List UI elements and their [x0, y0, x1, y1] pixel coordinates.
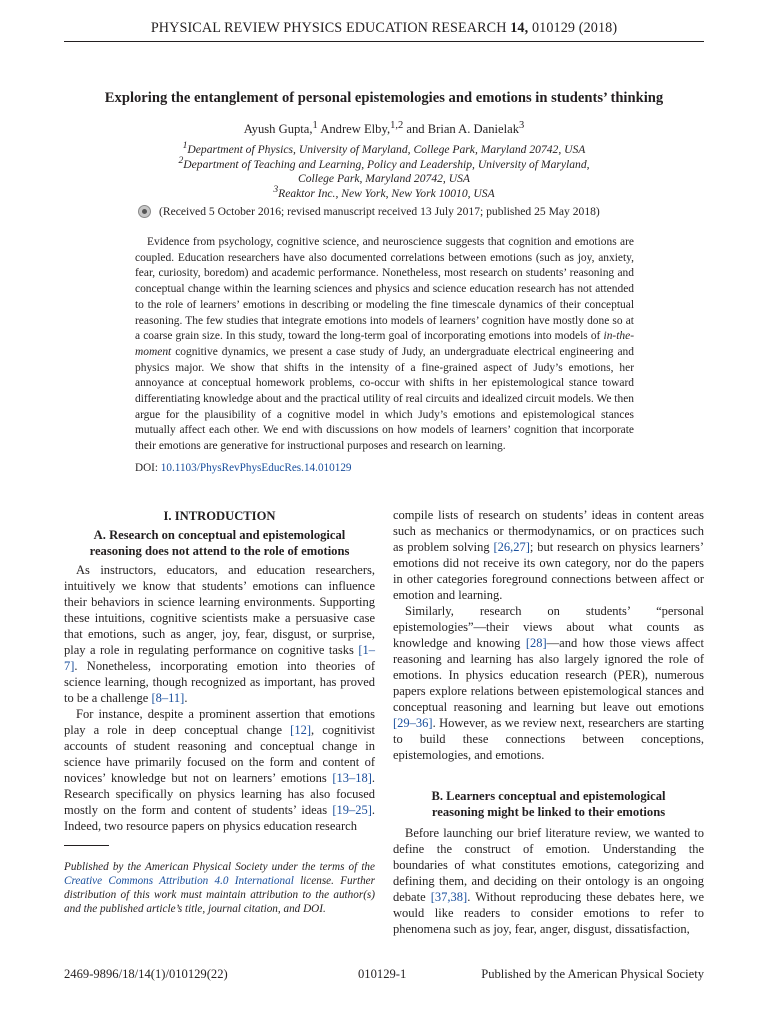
citation-link[interactable]: [13–18]	[332, 770, 372, 785]
paragraph-text: . Research specifically on physics learning has also focused mostly on the form and content of students’ ideas	[64, 770, 376, 817]
citation-link[interactable]: [19–25]	[332, 802, 372, 817]
affil-sup: 1	[182, 140, 188, 151]
affil-sup: 2	[178, 155, 184, 166]
journal-volume: 14,	[510, 20, 529, 36]
subsection-heading-b	[393, 788, 704, 820]
affil-text: Department of Physics, University of Maryland, College Park, Maryland 20742, USA	[187, 142, 586, 156]
doi-line	[135, 462, 352, 474]
journal-header	[64, 20, 704, 37]
abstract-text: Evidence from psychology, cognitive science, and neuroscience suggests that cognition and emotions are coupled. Education researchers have also documented correlations between emotions (such as joy, anxiety, fear, curiosity, boredom) and academic performance. Nonetheless, most research on students’ reasoning and conceptual change within the learning sciences and physics and science education research has not attended to the role of learners’ emotions in describing or modeling the fine timescale dynamics of their conceptual reasoning. The few studies that integrate emotions into models of learners’ cognition have mostly done so at a coarse grain size. In this study, toward the long-term goal of incorporating emotions into models of	[135, 236, 634, 343]
abstract-text-cont: cognitive dynamics, we present a case study of Judy, an undergraduate electrical engineering and physics major. We show that shifts in the intensity of a fine-grained aspect of Judy’s emotions, her annoyance at conceptual homework problems, co-occur with shifts in her epistemological stance toward differentiating knowledge about and the practical utility of real circuits and idealized circuit models. We then argue for the plausibility of a cognitive model in which Judy’s emotions and epistemological stances mutually affect each other. We end with discussions on how models of learners’ cognition that incorporate their emotions are generative for instructional purposes and research on learning.	[135, 345, 634, 453]
received-dates	[138, 205, 600, 218]
affil-text: Reaktor Inc., New York, New York 10010, USA	[278, 186, 495, 200]
paragraph-text: —and how those views affect reasoning and learning has also largely ignored the role of emotions. In physics education research (PER), numerous papers explore relations between epistemological stances and conceptual reasoning and learning but leave out emotions	[393, 635, 705, 714]
paragraph-text: Similarly, research on students’ “personal epistemologies”—their views about what counts as knowledge and knowing	[393, 603, 704, 650]
doi-label: DOI:	[135, 462, 158, 474]
citation-link[interactable]: [12]	[290, 722, 311, 737]
paragraph	[393, 826, 704, 938]
footnote-text: Published by the American Physical Society under the terms of the	[64, 861, 375, 873]
citation-link[interactable]: [28]	[525, 635, 547, 650]
paragraph	[64, 707, 375, 835]
paragraph-text: Before launching our brief literature review, we wanted to define the construct of emotion. Understanding the boundaries of what constitutes emotions, categorizing and defining them, and deciding on their ontology is an ongoing debate	[393, 825, 704, 904]
author-name: and Brian A. Danielak	[406, 122, 520, 137]
right-column	[393, 508, 704, 938]
paragraph-text: . Nonetheless, incorporating emotion into theories of science learning, though recognized as important, has proved to be a challenge	[64, 658, 375, 705]
subsection-heading-line: reasoning might be linked to their emotions	[431, 804, 666, 819]
paragraph-text: . Indeed, two resource papers on physics education research	[64, 802, 376, 833]
license-link[interactable]: Creative Commons Attribution 4.0 International	[64, 875, 294, 887]
abstract-emphasis: in-the-moment	[135, 330, 635, 358]
header-rule	[64, 41, 704, 42]
affil-text-cont: College Park, Maryland 20742, USA	[298, 172, 470, 186]
author-list	[64, 120, 704, 137]
received-text: (Received 5 October 2016; revised manuscript received 13 July 2017; published 25 May 2018)	[159, 205, 600, 218]
paragraph-text: . However, as we review next, researchers are starting to build these connections between conceptions, epistemologies, and emotions.	[393, 715, 704, 762]
crossmark-icon[interactable]	[138, 205, 151, 218]
author-affil-sup: 3	[519, 120, 525, 131]
affil-text: Department of Teaching and Learning, Policy and Leadership, University of Maryland,	[183, 157, 590, 171]
article-title: Exploring the entanglement of personal epistemologies and emotions in students’ thinking	[104, 90, 664, 106]
footer-issn: 2469-9896/18/14(1)/010129(22)	[64, 967, 228, 981]
footer-page-number: 010129-1	[358, 967, 407, 981]
paragraph-text: As instructors, educators, and education researchers, intuitively we know that students’ emotions can influence their behaviors in science learning environments. Supporting these intuitions, cognitive scientists make a persuasive case that emotions, such as anger, joy, fear, disgust, or surprise, play a role in regulating performance on cognitive tasks	[64, 563, 375, 657]
citation-link[interactable]: [8–11]	[151, 690, 185, 705]
citation-link[interactable]: [37,38]	[430, 889, 468, 904]
author-affil-sup: 1	[312, 120, 318, 131]
author-name: Andrew Elby,	[320, 122, 391, 137]
journal-citation: 010129 (2018)	[531, 20, 618, 36]
paragraph-text: , cognitivist accounts of student reasoning and conceptual change in science have primarily focused on the form and content of novices’ knowledge but not on learners’ emotions	[64, 722, 376, 785]
paragraph-text: .	[184, 690, 188, 705]
license-footnote	[64, 860, 375, 916]
citation-link[interactable]: [1–7]	[64, 642, 376, 673]
author-affil-sup: 1,2	[390, 120, 404, 131]
paragraph	[393, 508, 704, 604]
footnote-rule	[64, 845, 109, 846]
doi-link[interactable]: 10.1103/PhysRevPhysEducRes.14.010129	[160, 462, 352, 474]
subsection-heading-line: reasoning does not attend to the role of emotions	[89, 544, 350, 558]
paragraph	[64, 563, 375, 707]
citation-link[interactable]: [29–36]	[393, 715, 433, 730]
paragraph-text: compile lists of research on students’ ideas in content areas such as mechanics or thermodynamics, or on practices such as problem solving	[393, 508, 704, 554]
paragraph-text: ; but research on physics learners’ emotions did not receive its own category, nor do the papers in other categories foreground connections between affect or emotion and learning.	[393, 539, 704, 602]
author-name: Ayush Gupta,	[243, 122, 313, 137]
subsection-heading-line: A. Research on conceptual and epistemological	[93, 528, 346, 542]
paragraph	[393, 604, 704, 764]
left-column	[64, 508, 375, 835]
citation-link[interactable]: [26,27]	[493, 539, 530, 554]
paragraph-text: . Without reproducing these debates here, we would like readers to consider emotions to refer to phenomena such as joy, fear, anger, disgust, dissatisfaction,	[393, 889, 705, 936]
subsection-heading-line: B. Learners conceptual and epistemological	[431, 788, 666, 803]
footer-publisher: Published by the American Physical Society	[481, 967, 704, 981]
journal-name: PHYSICAL REVIEW PHYSICS EDUCATION RESEARCH	[150, 20, 507, 36]
affil-sup: 3	[273, 184, 279, 195]
section-heading: I. INTRODUCTION	[163, 509, 276, 523]
affiliation-3	[100, 183, 668, 201]
paragraph-text: For instance, despite a prominent assertion that emotions play a role in deep conceptual change	[64, 706, 375, 737]
abstract	[135, 235, 634, 455]
subsection-heading-a	[64, 527, 375, 559]
footnote-text: license. Further distribution of this work must maintain attribution to the author(s) and the published article’s title, journal citation, and DOI.	[64, 875, 375, 915]
